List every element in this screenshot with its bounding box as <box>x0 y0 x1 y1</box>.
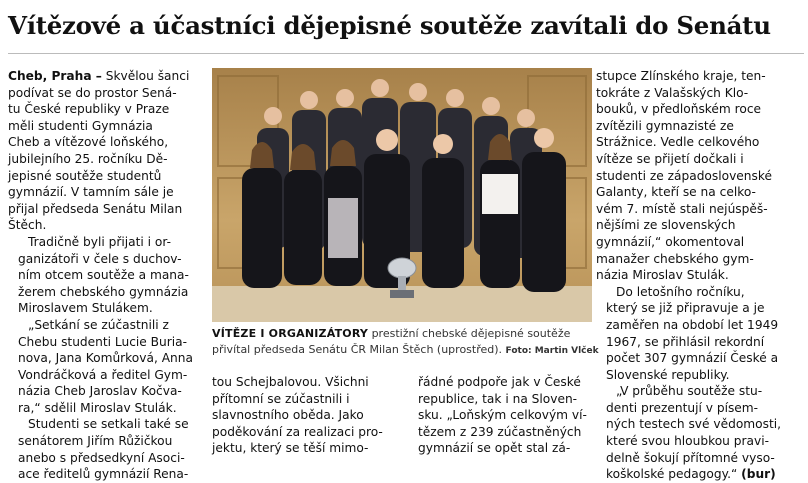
photo-caption <box>212 326 599 359</box>
author-signature: (bur) <box>741 467 776 482</box>
caption-title: VÍTĚZE I ORGANIZÁTORY <box>212 327 369 340</box>
text-line: tězem z 239 zúčastněných <box>418 424 582 439</box>
text-line: vítěze se přijetí dočkali i <box>596 151 744 166</box>
text-line: zaměřen na období let 1949 <box>606 317 779 332</box>
column-3 <box>418 374 593 457</box>
text-line: přítomní se zúčastnili i <box>212 391 350 406</box>
text-line: podívat se do prostor Sená- <box>8 85 177 100</box>
text-line: Miroslavem Stulákem. <box>18 301 153 316</box>
text-line: Strážnice. Vedle celkového <box>596 135 760 150</box>
photo-illustration <box>212 68 592 322</box>
column-2 <box>212 374 383 457</box>
photo-credit: Foto: Martin Vlček <box>505 346 599 356</box>
text-line: slavnostního oběda. Jako <box>212 408 364 423</box>
column-4 <box>596 68 806 483</box>
text-line: řádné podpoře jak v České <box>418 375 581 389</box>
text-line: měli studenti Gymnázia <box>8 118 153 133</box>
text-line: který se již připravuje a je <box>606 301 765 316</box>
text-line: „Setkání se zúčastnili z <box>28 317 169 332</box>
text-line: manažer chebského gym- <box>596 251 754 266</box>
text-line: ním otcem soutěže a mana- <box>18 268 189 283</box>
column-1 <box>8 68 208 483</box>
text-line: Štěch. <box>8 218 47 233</box>
text-line: sku. „Loňským celkovým ví- <box>418 408 587 423</box>
text-line: koškolské pedagogy.“ (bur) <box>606 467 776 482</box>
paragraph-7 <box>596 383 806 483</box>
text-line: Do letošního ročníku, <box>616 284 745 299</box>
text-line: tu České republiky v Praze <box>8 102 170 117</box>
text-line: anebo s předsedkyní Asoci- <box>18 450 185 465</box>
text-line: senátorem Jiřím Růžičkou <box>18 434 173 449</box>
paragraph-3 <box>8 317 208 417</box>
text-line: gymnázií,“ okomentoval <box>596 234 745 249</box>
paragraph-5 <box>596 68 806 284</box>
text-line: nějšími ze slovenských <box>596 218 736 233</box>
text-line: Galanty, kteří se na celko- <box>596 185 756 200</box>
text-line: názia Miroslav Stulák. <box>596 268 729 283</box>
text-line: Vondráčková a ředitel Gym- <box>18 367 188 382</box>
text-line: studenti ze západoslovenské <box>596 168 772 183</box>
text-line: stupce Zlínského kraje, ten- <box>596 69 766 83</box>
text-line: počet 307 gymnázií České a <box>606 351 779 366</box>
group-photo <box>212 68 592 322</box>
paragraph-2 <box>8 234 208 317</box>
text-line: denti prezentují v písem- <box>606 400 759 415</box>
text-line: žerem chebského gymnázia <box>18 284 189 299</box>
text-line: delně šokují přítomné vyso- <box>606 450 775 465</box>
text-line: nova, Jana Komůrková, Anna <box>18 351 193 366</box>
text-line: gymnázií se opět stal zá- <box>418 441 571 456</box>
text-line: přijal předseda Senátu Milan <box>8 201 183 216</box>
text-line: jektu, který se těší mimo- <box>212 441 369 456</box>
text-line: poděkování za realizaci pro- <box>212 424 383 439</box>
text-line: gymnázií. V tamním sále je <box>8 185 174 200</box>
text-line: ace ředitelů gymnázií Rena- <box>18 467 189 482</box>
text-line: republice, tak i na Sloven- <box>418 391 578 406</box>
text-line: Cheb a vítězové loňského, <box>8 135 169 150</box>
paragraph-1 <box>8 68 208 234</box>
text-line: jepisné soutěže studentů <box>8 168 162 183</box>
text-line: 1967, se přihlásil rekordní <box>606 334 765 349</box>
text-line: názia Cheb Jaroslav Kočva- <box>18 384 182 399</box>
text-line: ganizátoři v čele s duchov- <box>18 251 182 266</box>
caption-line-1: VÍTĚZE I ORGANIZÁTORY prestižní chebské dějepisné soutěže <box>212 327 571 340</box>
text-line: vém 7. místě stali nejúspěš- <box>596 201 768 216</box>
text-line: tokráte z Valašských Klo- <box>596 85 749 100</box>
text-line: Cheb, Praha – Skvělou šanci <box>8 69 190 83</box>
text-line: zvítězili gymnazisté ze <box>596 118 734 133</box>
text-line: Slovenské republiky. <box>606 367 730 382</box>
text-line: tou Schejbalovou. Všichni <box>212 375 369 389</box>
text-line: bouků, v předloňském roce <box>596 102 762 117</box>
caption-line-2: přivítal předseda Senátu ČR Milan Štěch (uprostřed). Foto: Martin Vlček <box>212 343 599 356</box>
headline-rule <box>8 53 804 54</box>
text-line: Tradičně byli přijati i or- <box>28 234 172 249</box>
text-line: Studenti se setkali také se <box>28 417 189 432</box>
text-line: které svou hloubkou pravi- <box>606 434 769 449</box>
paragraph-4 <box>8 416 208 482</box>
article-headline: Vítězové a účastníci dějepisné soutěže zavítali do Senátu <box>8 11 771 40</box>
text-line: ných testech své vědomosti, <box>606 417 781 432</box>
text-line: ra,“ sdělil Miroslav Stulák. <box>18 400 177 415</box>
paragraph-6 <box>596 284 806 384</box>
dateline: Cheb, Praha – <box>8 69 102 83</box>
text-line: jubilejního 25. ročníku Dě- <box>8 151 168 166</box>
text-line: Chebu studenti Lucie Buria- <box>18 334 188 349</box>
text-line: „V průběhu soutěže stu- <box>616 384 763 399</box>
